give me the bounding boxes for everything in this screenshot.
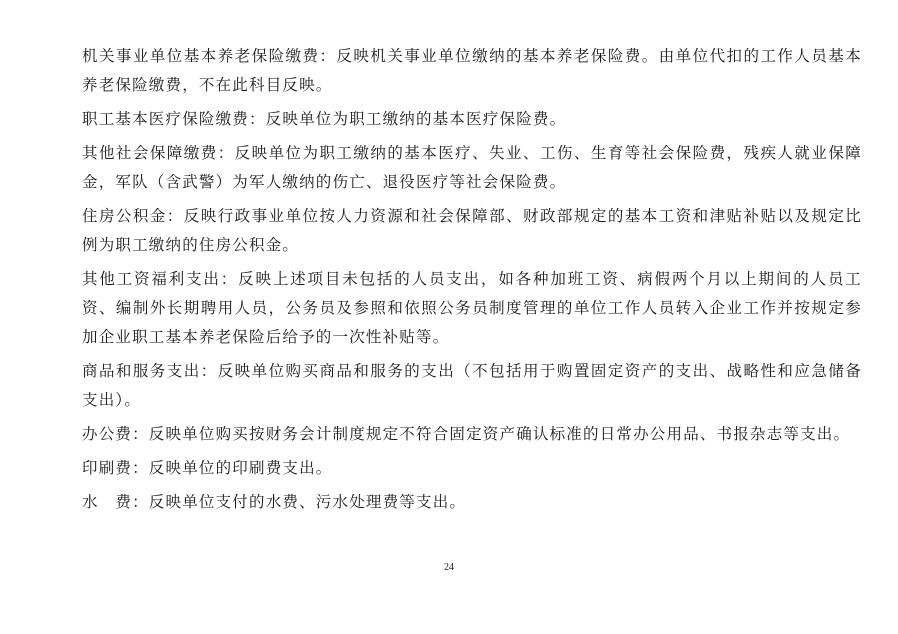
paragraph-goods-services: 商品和服务支出：反映单位购买商品和服务的支出（不包括用于购置固定资产的支出、战略性和应急储备支出）。 <box>82 362 862 409</box>
paragraph-water-expenses: 水 费：反映单位支付的水费、污水处理费等支出。 <box>82 493 467 511</box>
paragraph-other-social-security: 其他社会保障缴费：反映单位为职工缴纳的基本医疗、失业、工伤、生育等社会保险费，残疾人就业保障金，军队（含武警）为军人缴纳的伤亡、退役医疗等社会保险费。 <box>82 144 862 191</box>
paragraph-pension-insurance: 机关事业单位基本养老保险缴费：反映机关事业单位缴纳的基本养老保险费。由单位代扣的工作人员基本养老保险缴费，不在此科目反映。 <box>82 47 862 94</box>
paragraph-printing-expenses: 印刷费：反映单位的印刷费支出。 <box>82 459 333 477</box>
paragraph-other-welfare: 其他工资福利支出：反映上述项目未包括的人员支出，如各种加班工资、病假两个月以上期间的人员工资、编制外长期聘用人员，公务员及参照和依照公务员制度管理的单位工作人员转入企业工作并按规定参加企业职工基本养老保险后给予的一次性补贴等。 <box>82 270 862 346</box>
page-number: 24 <box>444 562 454 573</box>
paragraph-housing-fund: 住房公积金：反映行政事业单位按人力资源和社会保障部、财政部规定的基本工资和津贴补贴以及规定比例为职工缴纳的住房公积金。 <box>82 207 862 254</box>
document-body <box>82 42 862 522</box>
paragraph-office-expenses: 办公费：反映单位购买按财务会计制度规定不符合固定资产确认标准的日常办公用品、书报杂志等支出。 <box>82 425 851 443</box>
paragraph-medical-insurance: 职工基本医疗保险缴费：反映单位为职工缴纳的基本医疗保险费。 <box>82 110 567 128</box>
